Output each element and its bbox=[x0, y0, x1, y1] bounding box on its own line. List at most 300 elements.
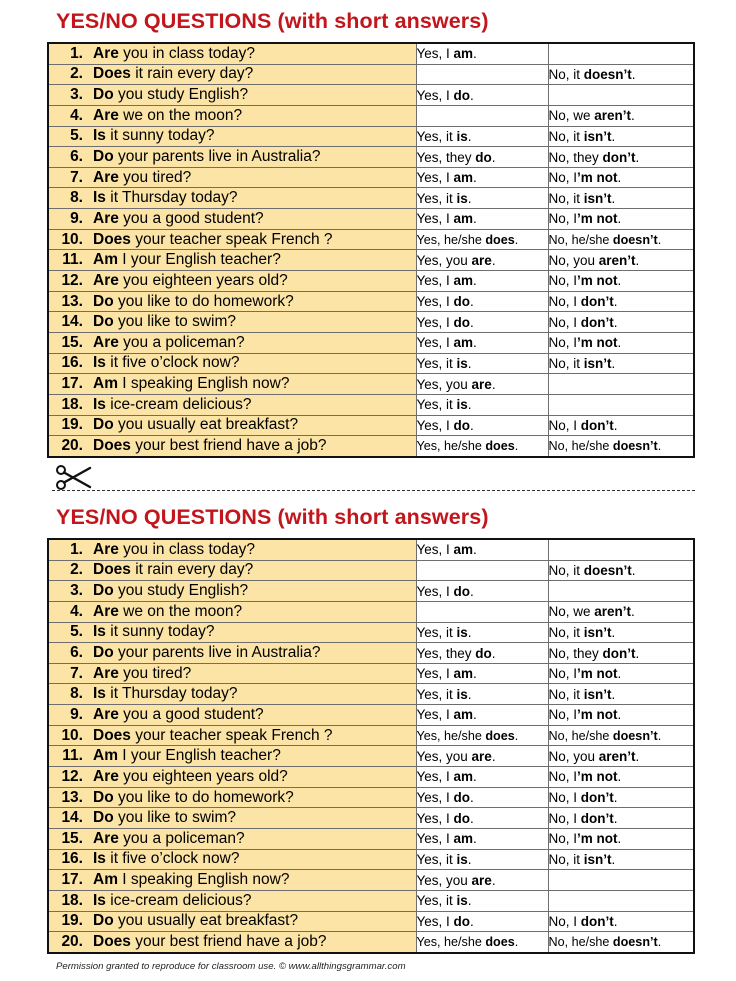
question-number: 3. bbox=[70, 582, 83, 600]
question-text: your parents live in Australia? bbox=[113, 148, 321, 166]
question-number: 16. bbox=[61, 354, 83, 372]
question-text: you like to swim? bbox=[113, 313, 236, 331]
question-verb: Does bbox=[93, 65, 131, 83]
question-number: 5. bbox=[70, 623, 83, 641]
yes-answer-text: Yes, it bbox=[416, 397, 457, 413]
no-answer-keyword: isn’t bbox=[583, 624, 612, 640]
yes-answer-keyword: is bbox=[456, 851, 468, 867]
no-answer-cell bbox=[548, 560, 694, 581]
no-answer-text: No, it bbox=[548, 190, 584, 206]
yes-answer-keyword: is bbox=[456, 893, 468, 909]
yes-answer-end: . bbox=[467, 397, 472, 413]
question-verb: Does bbox=[93, 230, 131, 248]
question-cell bbox=[48, 250, 416, 271]
question-number: 17. bbox=[61, 871, 83, 889]
no-answer-text: No, he/she bbox=[548, 728, 613, 743]
yes-answer-keyword: do bbox=[453, 87, 471, 103]
question-cell bbox=[48, 643, 416, 664]
no-answer-cell bbox=[548, 849, 694, 870]
question-verb: Do bbox=[93, 313, 114, 331]
question-number: 10. bbox=[61, 230, 83, 248]
question-verb: Is bbox=[93, 685, 106, 703]
question-text: you eighteen years old? bbox=[118, 271, 288, 289]
table-row bbox=[48, 353, 694, 374]
question-cell bbox=[48, 374, 416, 395]
question-verb: Are bbox=[93, 664, 119, 682]
yes-answer-cell bbox=[416, 147, 548, 168]
question-verb: Are bbox=[93, 540, 119, 558]
yes-answer-text: Yes, it bbox=[416, 893, 457, 909]
no-answer-text: No, I bbox=[548, 790, 581, 805]
yes-answer-end: . bbox=[473, 170, 477, 186]
yes-answer-cell bbox=[416, 849, 548, 870]
question-cell bbox=[48, 436, 416, 457]
no-answer-end: . bbox=[657, 438, 662, 453]
yes-answer-text: Yes, I bbox=[416, 273, 454, 289]
table-row bbox=[48, 394, 694, 415]
yes-answer-end: . bbox=[470, 87, 474, 103]
question-text: it five o’clock now? bbox=[105, 850, 240, 868]
yes-answer-text: Yes, I bbox=[416, 170, 454, 186]
table-row bbox=[48, 725, 694, 746]
table-row bbox=[48, 828, 694, 849]
yes-answer-text: Yes, I bbox=[416, 790, 454, 805]
no-answer-end: . bbox=[631, 66, 636, 82]
yes-answer-keyword: am bbox=[453, 273, 474, 289]
question-number: 2. bbox=[70, 561, 83, 579]
yes-answer-cell bbox=[416, 684, 548, 705]
question-cell bbox=[48, 622, 416, 643]
question-verb: Does bbox=[93, 932, 131, 950]
table-row bbox=[48, 932, 694, 953]
yes-answer-keyword: am bbox=[453, 46, 474, 62]
no-answer-keyword: isn’t bbox=[583, 851, 612, 867]
question-text: it Thursday today? bbox=[105, 685, 238, 703]
question-number: 16. bbox=[61, 850, 83, 868]
question-cell bbox=[48, 126, 416, 147]
question-verb: Does bbox=[93, 726, 131, 744]
question-verb: Is bbox=[93, 189, 106, 207]
question-cell bbox=[48, 353, 416, 374]
no-answer-cell bbox=[548, 312, 694, 333]
yes-answer-text: Yes, it bbox=[416, 190, 457, 206]
no-answer-cell bbox=[548, 870, 694, 891]
yes-answer-cell bbox=[416, 43, 548, 64]
no-answer-cell bbox=[548, 828, 694, 849]
no-answer-text: No, I bbox=[548, 707, 578, 723]
question-number: 14. bbox=[61, 809, 83, 827]
yes-answer-keyword: am bbox=[453, 211, 474, 227]
yes-answer-end: . bbox=[467, 686, 472, 702]
yes-answer-cell bbox=[416, 539, 548, 560]
no-answer-end: . bbox=[611, 624, 616, 640]
no-answer-keyword: aren’t bbox=[594, 604, 632, 620]
no-answer-text: No, it bbox=[548, 851, 584, 867]
no-answer-text: No, I bbox=[548, 273, 578, 289]
question-text: we on the moon? bbox=[118, 602, 243, 620]
question-number: 6. bbox=[70, 148, 83, 166]
question-number: 13. bbox=[61, 292, 83, 310]
yes-answer-cell bbox=[416, 271, 548, 292]
no-answer-cell bbox=[548, 250, 694, 271]
yes-answer-keyword: am bbox=[453, 542, 474, 558]
yes-answer-end: . bbox=[467, 624, 472, 640]
no-answer-text: No, they bbox=[548, 645, 603, 661]
yes-answer-keyword: are bbox=[471, 872, 492, 888]
yes-answer-text: Yes, I bbox=[416, 666, 454, 682]
no-answer-end: . bbox=[611, 355, 616, 371]
no-answer-end: . bbox=[617, 707, 622, 723]
yes-answer-keyword: are bbox=[471, 252, 492, 268]
question-number: 7. bbox=[70, 168, 83, 186]
no-answer-keyword: ’m not bbox=[577, 707, 618, 723]
question-verb: Are bbox=[93, 767, 119, 785]
yes-answer-keyword: is bbox=[456, 355, 468, 371]
no-answer-keyword: don’t bbox=[602, 645, 636, 661]
yes-answer-end: . bbox=[470, 417, 474, 433]
question-number: 19. bbox=[61, 912, 83, 930]
yes-answer-end: . bbox=[473, 335, 477, 351]
no-answer-keyword: ’m not bbox=[577, 666, 618, 682]
question-text: you a policeman? bbox=[118, 333, 245, 351]
question-text: you a policeman? bbox=[118, 829, 245, 847]
question-cell bbox=[48, 394, 416, 415]
yes-answer-end: . bbox=[514, 934, 519, 949]
yes-answer-keyword: is bbox=[456, 128, 468, 144]
no-answer-cell bbox=[548, 85, 694, 106]
table-row bbox=[48, 436, 694, 457]
question-text: it sunny today? bbox=[105, 623, 215, 641]
no-answer-keyword: isn’t bbox=[583, 686, 612, 702]
yes-answer-end: . bbox=[473, 211, 477, 227]
yes-answer-cell bbox=[416, 353, 548, 374]
no-answer-cell bbox=[548, 622, 694, 643]
question-cell bbox=[48, 415, 416, 436]
question-text: you eighteen years old? bbox=[118, 767, 288, 785]
yes-answer-text: Yes, he/she bbox=[416, 232, 486, 247]
question-text: it five o’clock now? bbox=[105, 354, 240, 372]
question-number: 8. bbox=[70, 685, 83, 703]
question-number: 8. bbox=[70, 189, 83, 207]
no-answer-cell bbox=[548, 209, 694, 230]
question-verb: Are bbox=[93, 209, 119, 227]
no-answer-keyword: ’m not bbox=[577, 273, 618, 289]
question-verb: Am bbox=[93, 251, 118, 269]
no-answer-keyword: isn’t bbox=[583, 190, 612, 206]
question-number: 4. bbox=[70, 106, 83, 124]
question-text: it rain every day? bbox=[130, 65, 254, 83]
yes-answer-end: . bbox=[473, 666, 477, 682]
no-answer-keyword: ’m not bbox=[577, 170, 618, 186]
no-answer-text: No, it bbox=[548, 562, 584, 578]
yes-answer-cell bbox=[416, 209, 548, 230]
no-answer-cell bbox=[548, 271, 694, 292]
question-number: 20. bbox=[61, 932, 83, 950]
question-text: your parents live in Australia? bbox=[113, 644, 321, 662]
no-answer-cell bbox=[548, 436, 694, 457]
question-number: 5. bbox=[70, 127, 83, 145]
no-answer-keyword: don’t bbox=[580, 790, 614, 805]
no-answer-text: No, he/she bbox=[548, 934, 613, 949]
question-cell bbox=[48, 64, 416, 85]
yes-answer-end: . bbox=[467, 893, 472, 909]
table-row bbox=[48, 808, 694, 829]
yes-answer-end: . bbox=[473, 46, 477, 62]
no-answer-end: . bbox=[657, 934, 662, 949]
yes-answer-cell bbox=[416, 870, 548, 891]
question-number: 15. bbox=[61, 333, 83, 351]
question-number: 11. bbox=[62, 747, 83, 765]
worksheet-title: YES/NO QUESTIONS (with short answers) bbox=[56, 9, 489, 33]
yes-answer-text: Yes, it bbox=[416, 624, 457, 640]
yes-answer-text: Yes, it bbox=[416, 686, 457, 702]
no-answer-cell bbox=[548, 684, 694, 705]
question-text: your best friend have a job? bbox=[130, 932, 327, 950]
question-number: 9. bbox=[70, 705, 83, 723]
yes-answer-cell bbox=[416, 64, 548, 85]
question-cell bbox=[48, 870, 416, 891]
no-answer-cell bbox=[548, 808, 694, 829]
question-number: 6. bbox=[70, 644, 83, 662]
question-text: ice-cream delicious? bbox=[105, 891, 252, 909]
question-cell bbox=[48, 332, 416, 353]
yes-answer-keyword: do bbox=[453, 583, 471, 599]
question-cell bbox=[48, 539, 416, 560]
table-row bbox=[48, 105, 694, 126]
table-row bbox=[48, 560, 694, 581]
no-answer-keyword: don’t bbox=[580, 810, 614, 826]
yes-answer-text: Yes, I bbox=[416, 335, 454, 351]
question-table-copy bbox=[47, 538, 695, 954]
question-verb: Do bbox=[93, 912, 114, 930]
question-verb: Are bbox=[93, 602, 119, 620]
yes-answer-keyword: am bbox=[453, 335, 474, 351]
question-number: 14. bbox=[61, 313, 83, 331]
yes-answer-keyword: does bbox=[485, 438, 515, 453]
question-cell bbox=[48, 312, 416, 333]
no-answer-keyword: doesn’t bbox=[583, 562, 632, 578]
question-number: 20. bbox=[61, 436, 83, 454]
question-number: 12. bbox=[61, 271, 83, 289]
yes-answer-cell bbox=[416, 394, 548, 415]
question-verb: Does bbox=[93, 561, 131, 579]
no-answer-end: . bbox=[617, 273, 622, 289]
question-text: it rain every day? bbox=[130, 561, 254, 579]
question-verb: Are bbox=[93, 106, 119, 124]
question-text: I speaking English now? bbox=[117, 871, 290, 889]
no-answer-keyword: don’t bbox=[580, 314, 614, 330]
question-verb: Do bbox=[93, 86, 114, 104]
yes-answer-keyword: does bbox=[485, 728, 515, 743]
table-row bbox=[48, 663, 694, 684]
yes-answer-end: . bbox=[514, 232, 519, 247]
no-answer-cell bbox=[548, 787, 694, 808]
yes-answer-keyword: do bbox=[475, 149, 492, 165]
question-verb: Are bbox=[93, 829, 119, 847]
no-answer-keyword: ’m not bbox=[577, 335, 618, 351]
table-row bbox=[48, 581, 694, 602]
question-verb: Do bbox=[93, 148, 114, 166]
question-number: 7. bbox=[70, 664, 83, 682]
question-number: 13. bbox=[61, 788, 83, 806]
question-verb: Is bbox=[93, 127, 106, 145]
question-text: you study English? bbox=[113, 86, 249, 104]
yes-answer-end: . bbox=[473, 831, 477, 847]
question-number: 10. bbox=[61, 726, 83, 744]
question-cell bbox=[48, 188, 416, 209]
question-text: you tired? bbox=[118, 664, 192, 682]
yes-answer-text: Yes, I bbox=[416, 211, 454, 227]
yes-answer-keyword: do bbox=[453, 790, 471, 805]
table-row bbox=[48, 188, 694, 209]
no-answer-end: . bbox=[613, 913, 618, 929]
yes-answer-text: Yes, I bbox=[416, 831, 454, 847]
no-answer-text: No, he/she bbox=[548, 438, 613, 453]
table-row bbox=[48, 705, 694, 726]
no-answer-keyword: doesn’t bbox=[612, 232, 658, 247]
no-answer-cell bbox=[548, 932, 694, 953]
yes-answer-cell bbox=[416, 787, 548, 808]
no-answer-keyword: isn’t bbox=[583, 355, 612, 371]
table-row bbox=[48, 126, 694, 147]
no-answer-end: . bbox=[617, 170, 622, 186]
no-answer-keyword: doesn’t bbox=[612, 934, 658, 949]
no-answer-cell bbox=[548, 415, 694, 436]
yes-answer-text: Yes, I bbox=[416, 314, 454, 330]
yes-answer-cell bbox=[416, 250, 548, 271]
yes-answer-end: . bbox=[491, 376, 496, 392]
no-answer-end: . bbox=[657, 232, 662, 247]
no-answer-text: No, I bbox=[548, 913, 581, 929]
no-answer-end: . bbox=[613, 810, 618, 826]
question-verb: Is bbox=[93, 891, 106, 909]
yes-answer-keyword: are bbox=[471, 748, 492, 764]
yes-answer-cell bbox=[416, 229, 548, 250]
yes-answer-cell bbox=[416, 767, 548, 788]
no-answer-cell bbox=[548, 126, 694, 147]
question-cell bbox=[48, 725, 416, 746]
yes-answer-keyword: is bbox=[456, 624, 468, 640]
yes-answer-text: Yes, it bbox=[416, 851, 457, 867]
yes-answer-end: . bbox=[514, 438, 519, 453]
yes-answer-cell bbox=[416, 105, 548, 126]
yes-answer-text: Yes, they bbox=[416, 149, 476, 165]
table-row bbox=[48, 767, 694, 788]
yes-answer-cell bbox=[416, 581, 548, 602]
no-answer-keyword: aren’t bbox=[594, 108, 632, 124]
yes-answer-keyword: do bbox=[453, 314, 471, 330]
question-text: you like to swim? bbox=[113, 809, 236, 827]
yes-answer-end: . bbox=[467, 128, 472, 144]
question-cell bbox=[48, 890, 416, 911]
question-number: 4. bbox=[70, 602, 83, 620]
table-row bbox=[48, 43, 694, 64]
yes-answer-keyword: is bbox=[456, 190, 468, 206]
no-answer-text: No, you bbox=[548, 252, 599, 268]
no-answer-end: . bbox=[613, 417, 618, 433]
question-verb: Are bbox=[93, 44, 119, 62]
no-answer-end: . bbox=[613, 790, 618, 805]
yes-answer-cell bbox=[416, 911, 548, 932]
no-answer-cell bbox=[548, 43, 694, 64]
yes-answer-end: . bbox=[491, 872, 496, 888]
yes-answer-cell bbox=[416, 828, 548, 849]
question-verb: Does bbox=[93, 436, 131, 454]
no-answer-text: No, I bbox=[548, 831, 578, 847]
yes-answer-text: Yes, I bbox=[416, 87, 454, 103]
table-row bbox=[48, 147, 694, 168]
question-cell bbox=[48, 105, 416, 126]
yes-answer-text: Yes, he/she bbox=[416, 438, 486, 453]
question-verb: Is bbox=[93, 850, 106, 868]
yes-answer-text: Yes, you bbox=[416, 376, 472, 392]
no-answer-end: . bbox=[631, 108, 635, 124]
no-answer-cell bbox=[548, 581, 694, 602]
no-answer-cell bbox=[548, 291, 694, 312]
table-row bbox=[48, 539, 694, 560]
yes-answer-keyword: do bbox=[475, 645, 492, 661]
yes-answer-keyword: do bbox=[453, 913, 471, 929]
table-row bbox=[48, 870, 694, 891]
yes-answer-cell bbox=[416, 85, 548, 106]
table-row bbox=[48, 85, 694, 106]
yes-answer-keyword: am bbox=[453, 707, 474, 723]
yes-answer-cell bbox=[416, 167, 548, 188]
no-answer-keyword: doesn’t bbox=[612, 438, 658, 453]
yes-answer-keyword: is bbox=[456, 397, 468, 413]
no-answer-end: . bbox=[657, 728, 662, 743]
no-answer-keyword: doesn’t bbox=[583, 66, 632, 82]
yes-answer-text: Yes, you bbox=[416, 252, 472, 268]
question-number: 1. bbox=[70, 540, 83, 558]
question-verb: Am bbox=[93, 375, 118, 393]
no-answer-cell bbox=[548, 601, 694, 622]
question-verb: Are bbox=[93, 333, 119, 351]
question-verb: Are bbox=[93, 705, 119, 723]
no-answer-keyword: don’t bbox=[580, 417, 614, 433]
yes-answer-cell bbox=[416, 622, 548, 643]
yes-answer-end: . bbox=[467, 355, 472, 371]
question-number: 12. bbox=[61, 767, 83, 785]
table-row bbox=[48, 684, 694, 705]
question-cell bbox=[48, 291, 416, 312]
question-cell bbox=[48, 560, 416, 581]
yes-answer-text: Yes, it bbox=[416, 355, 457, 371]
no-answer-cell bbox=[548, 663, 694, 684]
yes-answer-text: Yes, I bbox=[416, 294, 454, 309]
question-verb: Do bbox=[93, 292, 114, 310]
no-answer-cell bbox=[548, 105, 694, 126]
table-row bbox=[48, 849, 694, 870]
question-text: you tired? bbox=[118, 168, 192, 186]
yes-answer-end: . bbox=[514, 728, 519, 743]
question-table bbox=[47, 42, 695, 458]
yes-answer-end: . bbox=[470, 790, 474, 805]
yes-answer-cell bbox=[416, 374, 548, 395]
yes-answer-text: Yes, I bbox=[416, 583, 454, 599]
question-cell bbox=[48, 684, 416, 705]
no-answer-text: No, it bbox=[548, 128, 584, 144]
question-text: I speaking English now? bbox=[117, 375, 290, 393]
table-row bbox=[48, 643, 694, 664]
no-answer-end: . bbox=[611, 686, 616, 702]
table-row bbox=[48, 229, 694, 250]
yes-answer-end: . bbox=[491, 149, 496, 165]
no-answer-cell bbox=[548, 643, 694, 664]
yes-answer-text: Yes, I bbox=[416, 417, 454, 433]
question-verb: Is bbox=[93, 623, 106, 641]
footer-credit: Permission granted to reproduce for classroom use. © www.allthingsgrammar.com bbox=[56, 961, 406, 972]
